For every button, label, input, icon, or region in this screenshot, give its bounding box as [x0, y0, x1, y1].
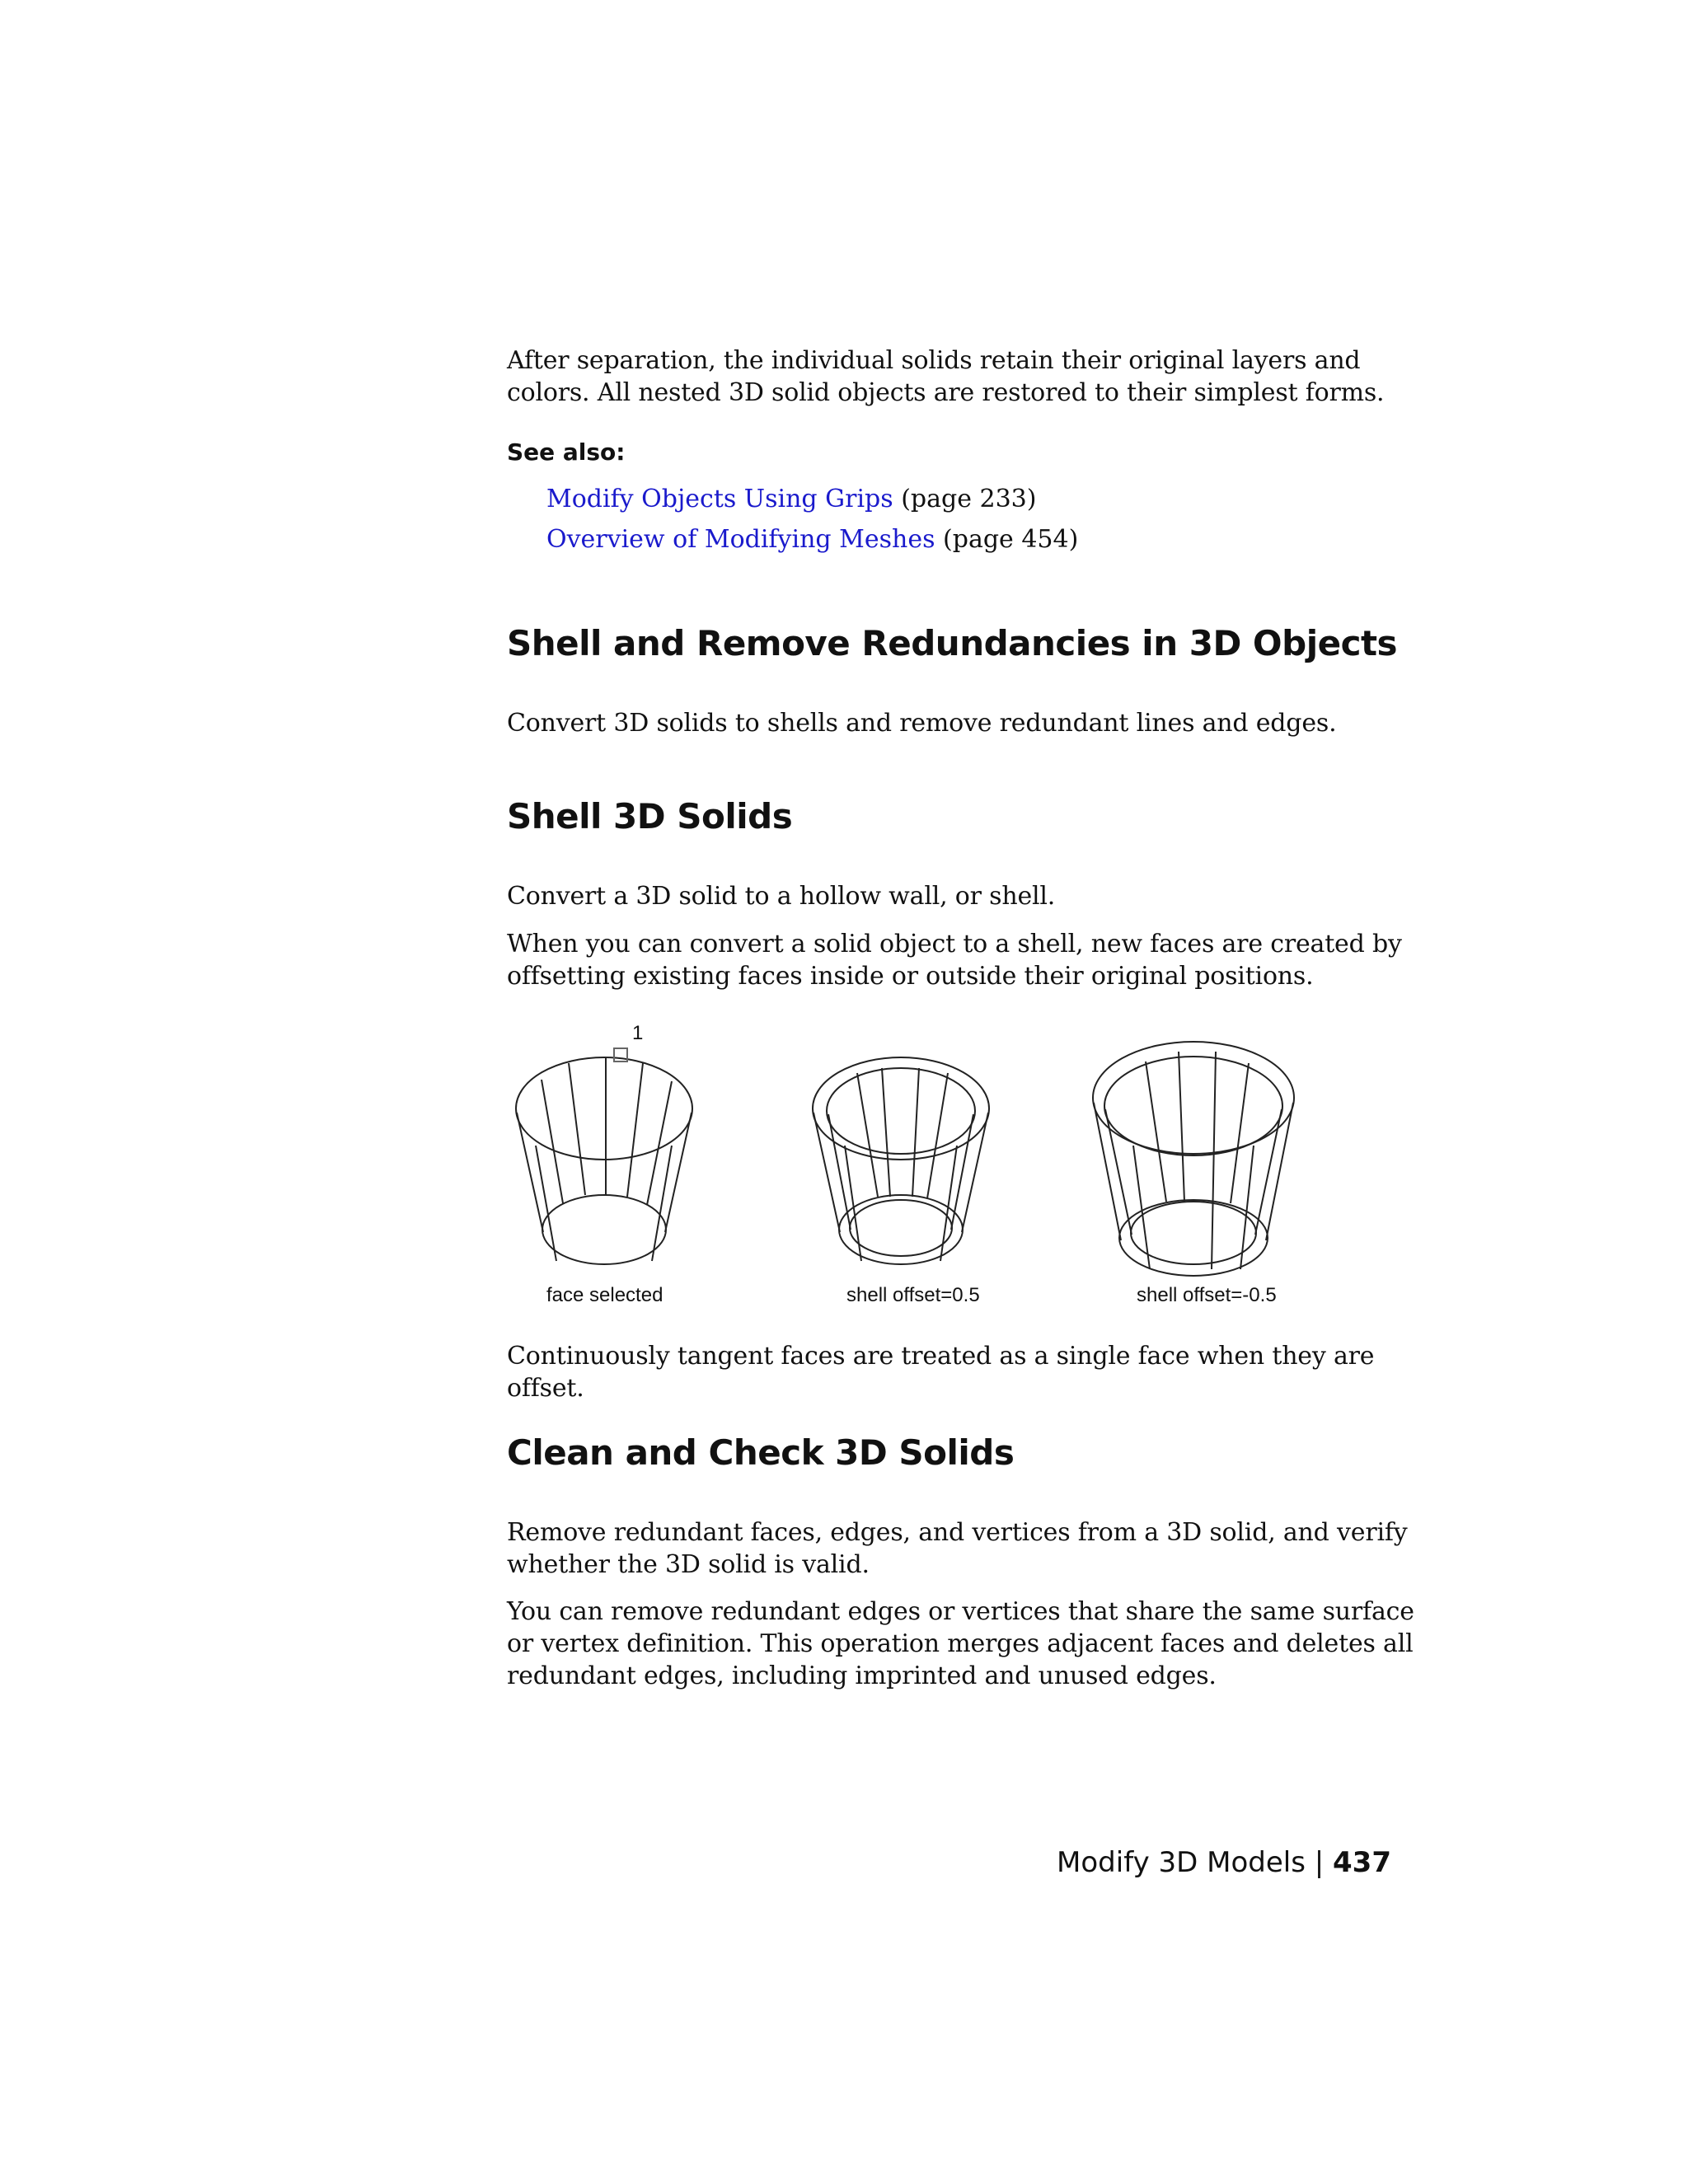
shell-description-paragraph: When you can convert a solid object to a shell, new faces are created by offsetting existing faces inside or outside their original positions.	[507, 930, 1402, 991]
intro-paragraph: After separation, the individual solids retain their original layers and colors. All nested 3D solid objects are restored to their simplest forms.	[507, 346, 1385, 407]
shell-illustration	[507, 1022, 1331, 1319]
callout-number: 1	[632, 1022, 644, 1044]
see-also-label: See also:	[507, 438, 626, 466]
clean-intro-paragraph: Remove redundant faces, edges, and vertices from a 3D solid, and verify whether the 3D solid is valid.	[507, 1518, 1408, 1579]
section-heading-clean-check-3d-solids: Clean and Check 3D Solids	[507, 1432, 1015, 1473]
solid-shell-offset-negative	[1093, 1042, 1294, 1276]
link-overview-of-modifying-meshes[interactable]: Overview of Modifying Meshes	[546, 525, 935, 554]
link-modify-objects-using-grips[interactable]: Modify Objects Using Grips	[546, 485, 893, 513]
page-reference: (page 233)	[901, 485, 1037, 513]
footer-title: Modify 3D Models	[1057, 1846, 1306, 1879]
caption-shell-offset-positive: shell offset=0.5	[846, 1284, 980, 1306]
shell-intro-paragraph: Convert a 3D solid to a hollow wall, or shell.	[507, 882, 1056, 911]
section-intro-paragraph: Convert 3D solids to shells and remove redundant lines and edges.	[507, 709, 1337, 738]
caption-shell-offset-negative: shell offset=-0.5	[1137, 1284, 1277, 1306]
page-number: 437	[1333, 1846, 1391, 1879]
section-heading-shell-remove-redundancies: Shell and Remove Redundancies in 3D Objects	[507, 623, 1398, 663]
caption-face-selected: face selected	[546, 1284, 663, 1306]
page-footer	[1057, 1846, 1391, 1879]
solid-shell-offset-positive	[813, 1057, 989, 1264]
tangent-faces-paragraph: Continuously tangent faces are treated as a single face when they are offset.	[507, 1342, 1375, 1403]
see-also-item	[546, 523, 1078, 556]
section-heading-shell-3d-solids: Shell 3D Solids	[507, 796, 793, 837]
clean-description-paragraph: You can remove redundant edges or vertices that share the same surface or vertex definition. This operation merges adjacent faces and deletes all redundant edges, including imprinted and unused edges.	[507, 1597, 1414, 1690]
see-also-item	[546, 483, 1036, 516]
shell-figure	[507, 1022, 1331, 1319]
page-reference: (page 454)	[943, 525, 1079, 554]
footer-separator: |	[1314, 1846, 1325, 1879]
solid-face-selected	[516, 1048, 692, 1264]
